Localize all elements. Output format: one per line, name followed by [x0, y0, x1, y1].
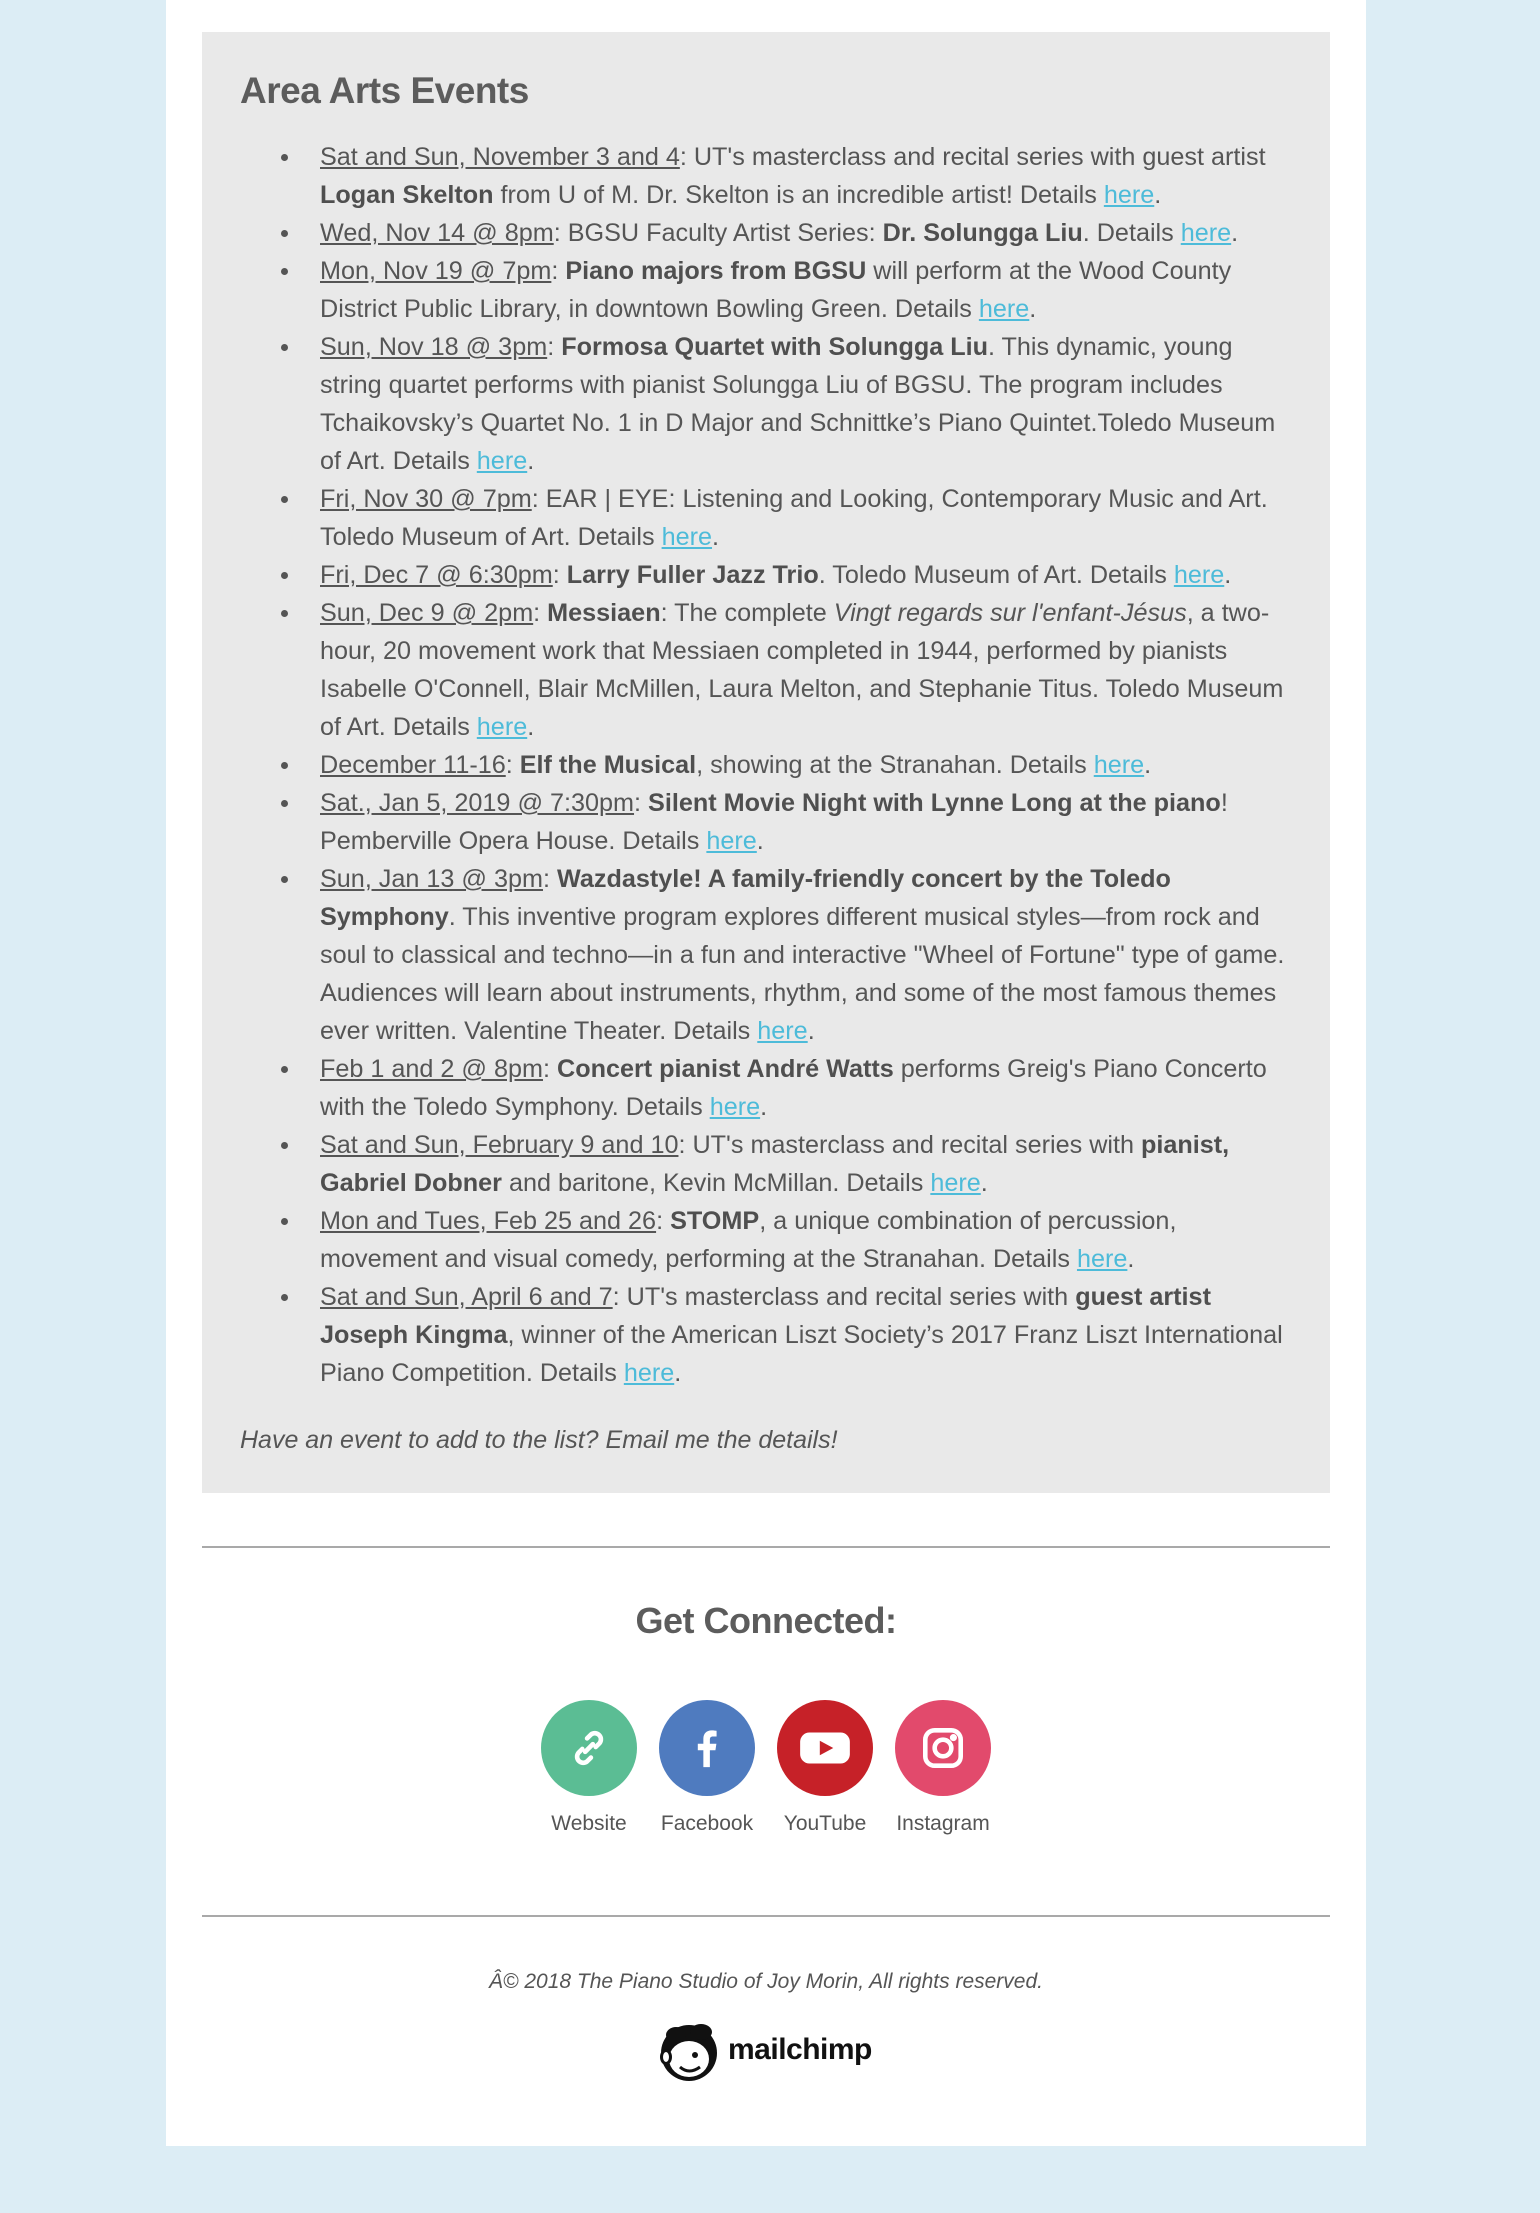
social-label[interactable]: YouTube [783, 1812, 867, 1835]
event-date: Sun, Jan 13 @ 3pm [320, 865, 543, 893]
event-item [281, 328, 1292, 480]
details-link[interactable]: here [1103, 181, 1155, 209]
event-text: : EAR | EYE: Listening and Looking, Contemporary Music and Art. Toledo Museum of Art. Details [320, 485, 1268, 551]
event-highlight: Formosa Quartet with Solungga Liu [561, 333, 988, 361]
instagram-icon[interactable] [895, 1700, 991, 1796]
event-date: Sat and Sun, November 3 and 4 [320, 143, 680, 171]
event-text: : [543, 865, 557, 893]
social-label[interactable]: Facebook [660, 1812, 754, 1835]
event-highlight: Logan Skelton [320, 181, 494, 209]
events-list [281, 138, 1292, 1392]
event-item [281, 860, 1292, 1050]
event-item [281, 784, 1292, 860]
divider [202, 1546, 1330, 1548]
event-text: ! Pemberville Opera House. Details [320, 789, 1228, 855]
event-text: : UT's masterclass and recital series with [612, 1283, 1076, 1311]
event-date: Feb 1 and 2 @ 8pm [320, 1055, 543, 1083]
event-text: . [1029, 295, 1037, 323]
event-date: Sat and Sun, February 9 and 10 [320, 1131, 679, 1159]
event-text: : [656, 1207, 671, 1235]
event-text: , a unique combination of percussion, movement and visual comedy, performing at the Stranahan. Details [320, 1207, 1177, 1273]
event-highlight: Dr. Solungga Liu [882, 219, 1083, 247]
event-text: . [712, 523, 720, 551]
social-youtube[interactable] [776, 1700, 874, 1836]
link-icon[interactable] [541, 1700, 637, 1796]
event-text: . This inventive program explores different musical styles—from rock and soul to classical and techno—in a fun and interactive "Wheel of Fortune" type of game. Audiences will learn about instruments, rhythm, and some of the most famous themes ever written. Valentine Theater. Details [320, 903, 1285, 1045]
event-text: and baritone, Kevin McMillan. Details [501, 1169, 931, 1197]
event-item [281, 746, 1292, 784]
event-text: . [1224, 561, 1232, 589]
details-link[interactable]: here [1173, 561, 1225, 589]
copyright-text: Â© 2018 The Piano Studio of Joy Morin, All rights reserved. [489, 1970, 1043, 1993]
event-item [281, 252, 1292, 328]
event-text: : BGSU Faculty Artist Series: [553, 219, 883, 247]
event-text: will perform at the Wood County District Public Library, in downtown Bowling Green. Details [320, 257, 1232, 323]
details-link[interactable]: here [476, 447, 528, 475]
event-text: . [1231, 219, 1239, 247]
area-arts-events-panel [202, 32, 1330, 1493]
divider [202, 1915, 1330, 1917]
event-item [281, 480, 1292, 556]
event-highlight: Piano majors from BGSU [565, 257, 867, 285]
event-item [281, 214, 1292, 252]
event-text: : [533, 599, 548, 627]
social-facebook[interactable] [658, 1700, 756, 1836]
event-text: . Toledo Museum of Art. Details [818, 561, 1174, 589]
youtube-icon[interactable] [777, 1700, 873, 1796]
event-text: : [505, 751, 520, 779]
social-links [166, 1700, 1366, 1836]
details-link[interactable]: here [706, 827, 757, 855]
event-date: Wed, Nov 14 @ 8pm [320, 219, 554, 247]
event-highlight: guest artist Joseph Kingma [320, 1283, 1211, 1349]
event-date: Mon and Tues, Feb 25 and 26 [320, 1207, 657, 1235]
facebook-icon[interactable] [659, 1700, 755, 1796]
event-text: : UT's masterclass and recital series with guest artist [679, 143, 1266, 171]
event-highlight: Silent Movie Night with Lynne Long at the piano [648, 789, 1221, 817]
event-text: performs Greig's Piano Concerto with the Toledo Symphony. Details [320, 1055, 1267, 1121]
mailchimp-badge[interactable] [656, 2015, 872, 2085]
details-link[interactable]: here [930, 1169, 981, 1197]
event-date: Sun, Nov 18 @ 3pm [320, 333, 548, 361]
mailchimp-logo-icon [656, 2015, 722, 2085]
details-link[interactable]: here [1093, 751, 1145, 779]
details-link[interactable]: here [978, 295, 1030, 323]
details-link[interactable]: here [1076, 1245, 1128, 1273]
social-label[interactable]: Instagram [896, 1812, 990, 1835]
event-date: December 11-16 [320, 751, 506, 779]
event-text: . [527, 447, 535, 475]
section-title: Area Arts Events [240, 70, 529, 111]
event-text: . [980, 1169, 988, 1197]
details-link[interactable]: here [757, 1017, 808, 1045]
event-highlight: STOMP [670, 1207, 760, 1235]
event-text: . [674, 1359, 682, 1387]
event-text: : [543, 1055, 557, 1083]
event-highlight: Messiaen [547, 599, 661, 627]
event-text: : [551, 257, 566, 285]
event-text: , a two-hour, 20 movement work that Messiaen completed in 1944, performed by pianists Isabelle O'Connell, Blair McMillen, Laura Melton, and Stephanie Titus. Toledo Museum of Art. Details [320, 599, 1284, 741]
event-date: Fri, Dec 7 @ 6:30pm [320, 561, 553, 589]
details-link[interactable]: here [1180, 219, 1232, 247]
event-text: . This dynamic, young string quartet performs with pianist Solungga Liu of BGSU. The program includes Tchaikovsky’s Quartet No. 1 in D Major and Schnittke’s Piano Quintet.Toledo Museum of Art. Details [320, 333, 1276, 475]
event-date: Mon, Nov 19 @ 7pm [320, 257, 552, 285]
event-text: : The complete [660, 599, 834, 627]
event-highlight: Elf the Musical [519, 751, 697, 779]
event-highlight: Wazdastyle! A family-friendly concert by the Toledo Symphony [320, 865, 1171, 931]
social-label[interactable]: Website [551, 1812, 627, 1835]
social-website[interactable] [540, 1700, 638, 1836]
event-item [281, 1050, 1292, 1126]
event-date: Sun, Dec 9 @ 2pm [320, 599, 534, 627]
event-highlight: pianist, Gabriel Dobner [320, 1131, 1230, 1197]
event-item [281, 556, 1292, 594]
details-link[interactable]: here [709, 1093, 761, 1121]
event-text: . [1144, 751, 1152, 779]
event-text: . Details [1082, 219, 1181, 247]
event-text: , winner of the American Liszt Society’s 2017 Franz Liszt International Piano Competition. Details [320, 1321, 1283, 1387]
event-text: . [1127, 1245, 1135, 1273]
event-text: from U of M. Dr. Skelton is an incredible artist! Details [493, 181, 1104, 209]
event-text: . [1154, 181, 1162, 209]
details-link[interactable]: here [476, 713, 528, 741]
email-body [166, 0, 1366, 2146]
event-date: Sat., Jan 5, 2019 @ 7:30pm [320, 789, 635, 817]
event-text: : [552, 561, 567, 589]
event-text: . [807, 1017, 815, 1045]
event-item [281, 1202, 1292, 1278]
event-date: Sat and Sun, April 6 and 7 [320, 1283, 613, 1311]
details-link[interactable]: here [661, 523, 713, 551]
details-link[interactable]: here [623, 1359, 675, 1387]
event-title-italic: Vingt regards sur l'enfant-Jésus [833, 599, 1187, 627]
add-event-note: Have an event to add to the list? Email me the details! [240, 1426, 838, 1454]
social-instagram[interactable] [894, 1700, 992, 1836]
event-item [281, 1126, 1292, 1202]
mailchimp-wordmark: mailchimp [728, 2033, 872, 2066]
event-item [281, 594, 1292, 746]
event-text: : [547, 333, 562, 361]
event-text: : UT's masterclass and recital series with [678, 1131, 1141, 1159]
event-item [281, 1278, 1292, 1392]
event-text: . [756, 827, 764, 855]
event-highlight: Concert pianist André Watts [557, 1055, 894, 1083]
event-text: . [527, 713, 535, 741]
event-text: : [634, 789, 649, 817]
get-connected-title: Get Connected: [635, 1600, 897, 1641]
event-highlight: Larry Fuller Jazz Trio [566, 561, 819, 589]
event-text: , showing at the Stranahan. Details [696, 751, 1094, 779]
event-text: . [760, 1093, 768, 1121]
event-date: Fri, Nov 30 @ 7pm [320, 485, 532, 513]
event-item [281, 138, 1292, 214]
